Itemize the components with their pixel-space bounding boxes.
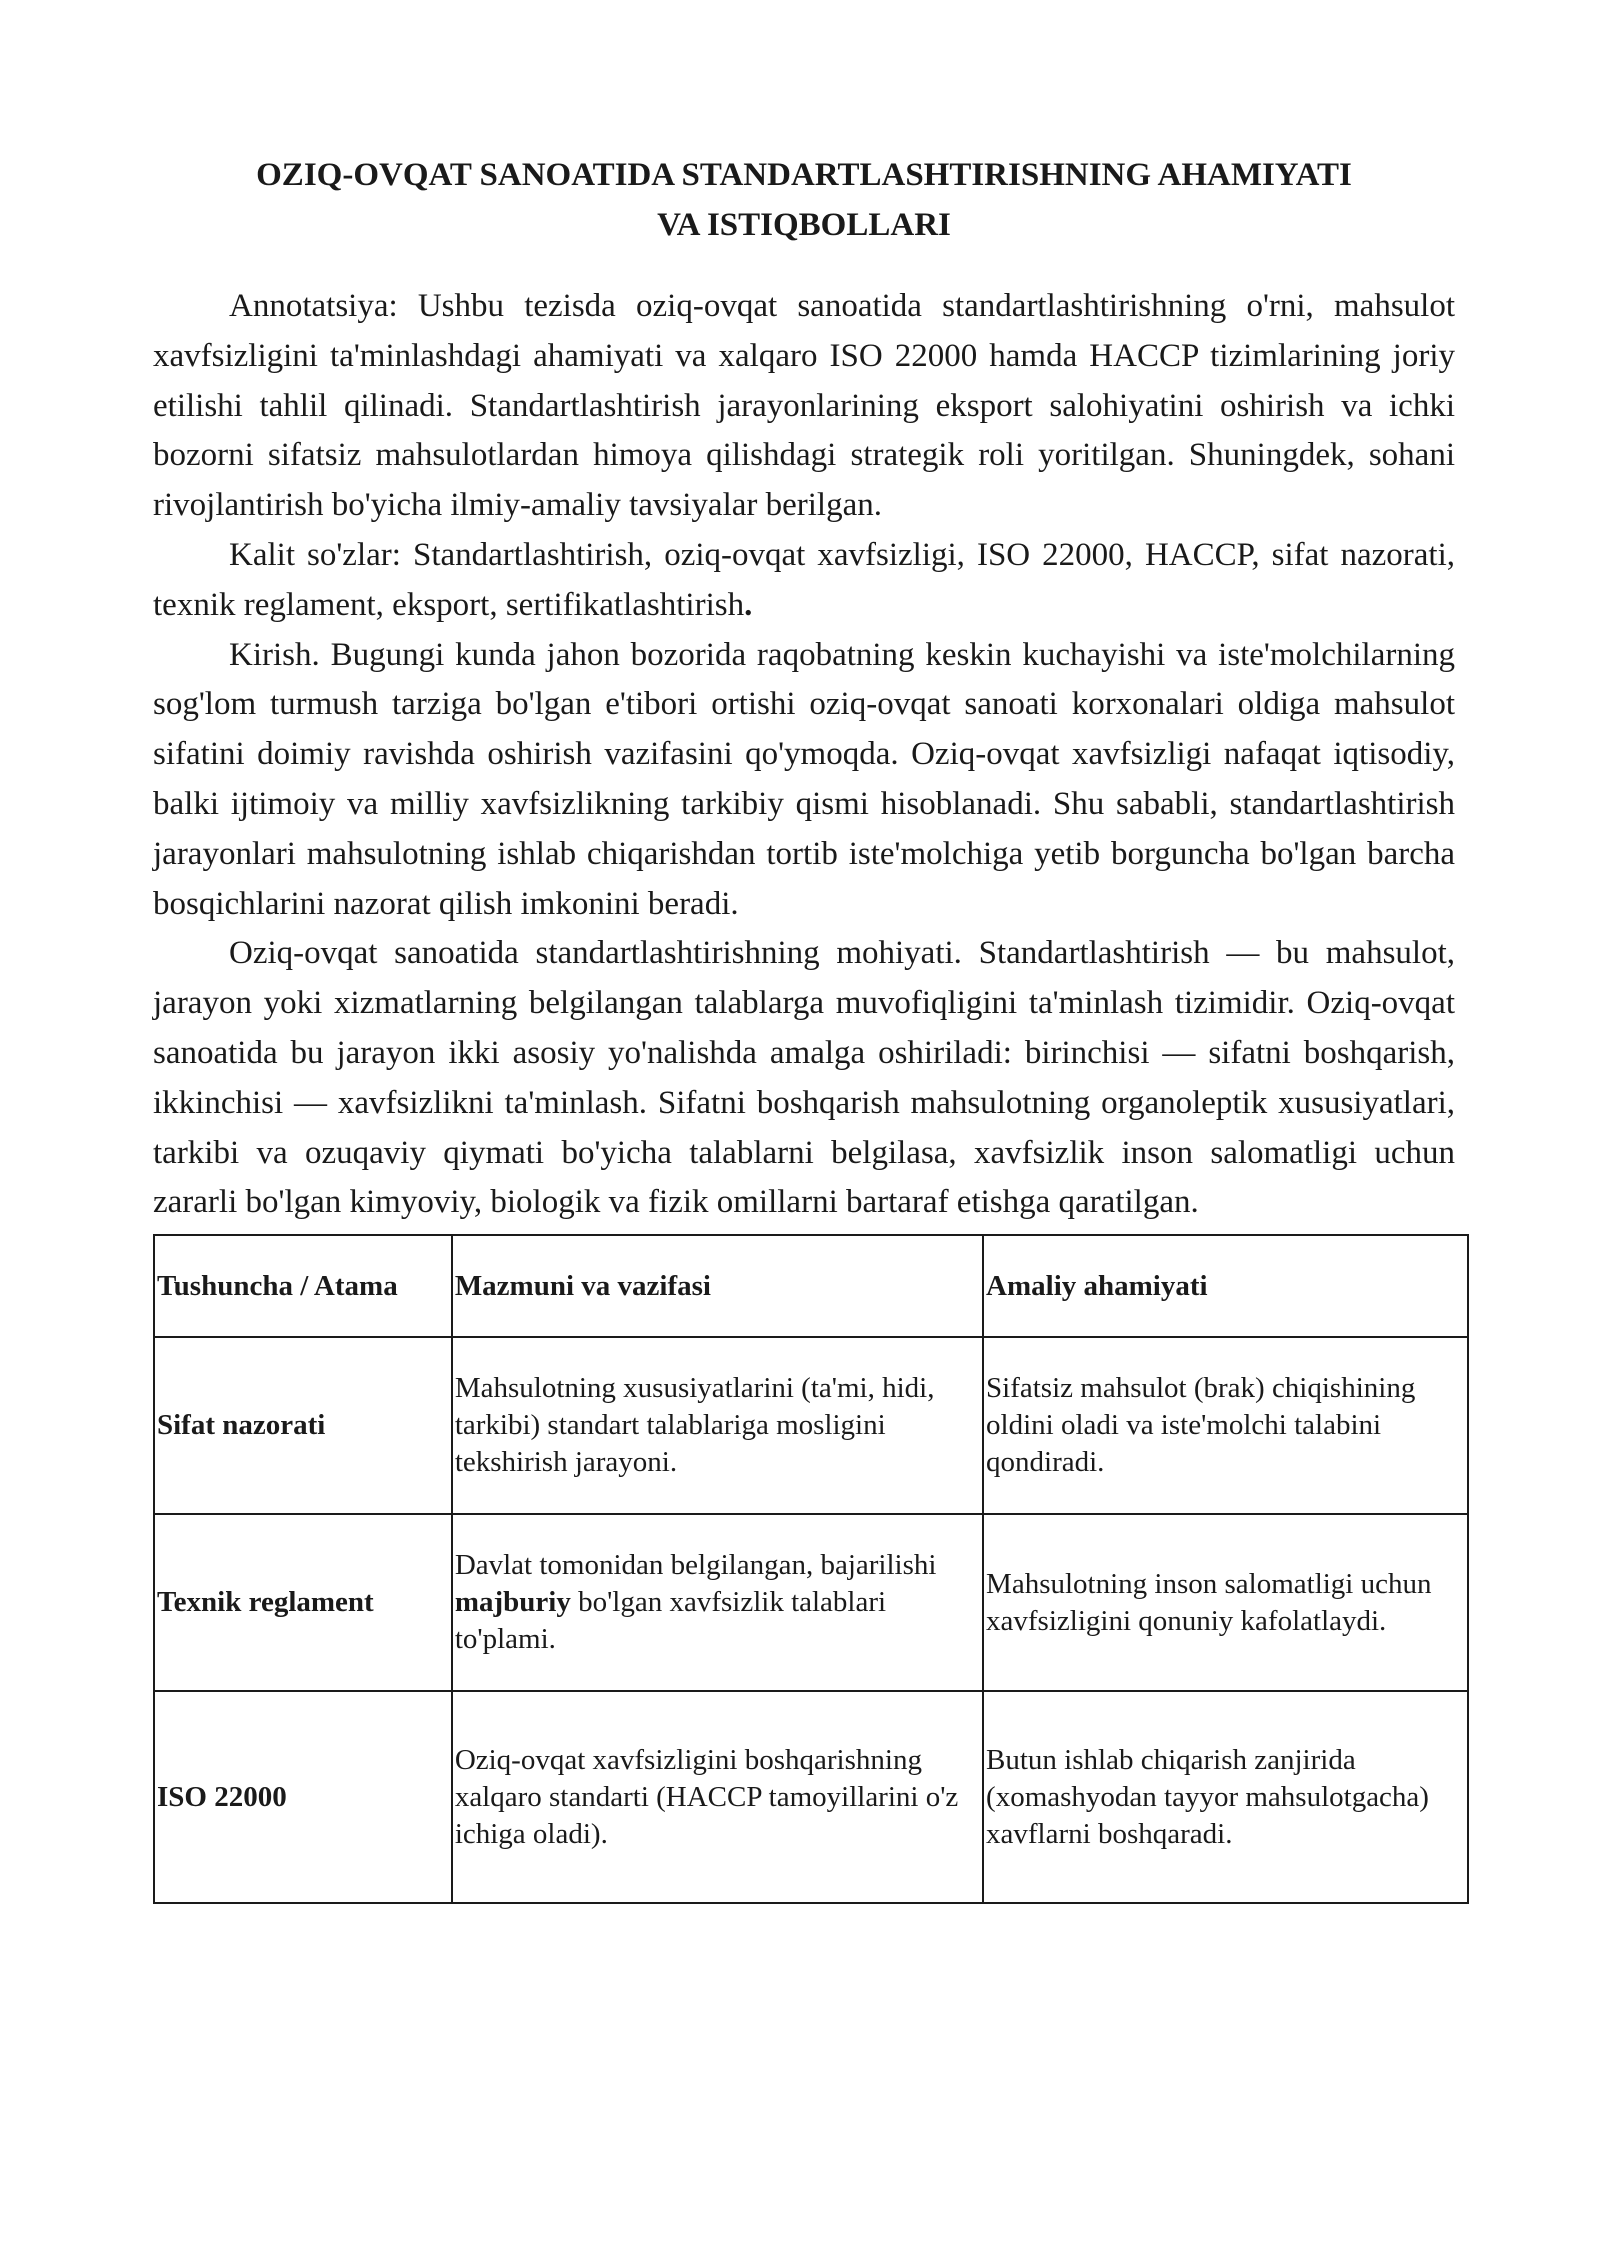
- table-content-cell: Oziq-ovqat xavfsizligini boshqarishning xalqaro standarti (HACCP tamoyillarini o'z ichiga oladi).: [452, 1691, 983, 1903]
- document-body: [153, 282, 1455, 1228]
- table-header-cell: Amaliy ahamiyati: [983, 1235, 1468, 1337]
- essence-paragraph: Oziq-ovqat sanoatida standartlashtirishning mohiyati. Standartlashtirish — bu mahsulot, jarayon yoki xizmatlarning belgilangan talablarga muvofiqligini ta'minlash tizimidir. Oziq-ovqat sanoatida bu jarayon ikki asosiy yo'nalishda amalga oshiriladi: birinchisi — sifatni boshqarish, ikkinchisi — xavfsizlikni ta'minlash. Sifatni boshqarish mahsulotning organoleptik xususiyatlari, tarkibi va ozuqaviy qiymati bo'yicha talablarni belgilasa, xavfsizlik inson salomatligi uchun zararli bo'lgan kimyoviy, biologik va fizik omillarni bartaraf etishga qaratilgan.: [153, 935, 1455, 1221]
- keywords-paragraph: [153, 531, 1455, 631]
- table-content-cell: Mahsulotning xususiyatlarini (ta'mi, hidi, tarkibi) standart talablariga mosligini tekshirish jarayoni.: [452, 1337, 983, 1514]
- table-header-cell: Tushuncha / Atama: [154, 1235, 452, 1337]
- document-title: [153, 150, 1455, 250]
- table-term-cell: ISO 22000: [154, 1691, 452, 1903]
- table-significance-cell: Sifatsiz mahsulot (brak) chiqishining oldini oladi va iste'molchi talabini qondiradi.: [983, 1337, 1468, 1514]
- document-page: [153, 150, 1455, 1904]
- table-row: [154, 1337, 1468, 1514]
- content-text-pre: Davlat tomonidan belgilangan, bajarilishi: [454, 1549, 937, 1582]
- keywords-text: Kalit so'zlar: Standartlashtirish, oziq-ovqat xavfsizligi, ISO 22000, HACCP, sifat nazorati, texnik reglament, eksport, sertifikatlashtirish: [153, 536, 1455, 623]
- title-line-2: VA ISTIQBOLLARI: [657, 207, 951, 243]
- keywords-period: .: [744, 586, 753, 623]
- table-significance-cell: Mahsulotning inson salomatligi uchun xavfsizligini qonuniy kafolatlaydi.: [983, 1514, 1468, 1691]
- table-header-row: [154, 1235, 1468, 1337]
- table-term-cell: Texnik reglament: [154, 1514, 452, 1691]
- intro-paragraph: Kirish. Bugungi kunda jahon bozorida raqobatning keskin kuchayishi va iste'molchilarning sog'lom turmush tarziga bo'lgan e'tibori ortishi oziq-ovqat sanoati korxonalari oldiga mahsulot sifatini doimiy ravishda oshirish vazifasini qo'ymoqda. Oziq-ovqat xavfsizligi nafaqat iqtisodiy, balki ijtimoiy va milliy xavfsizlikning tarkibiy qismi hisoblanadi. Shu sababli, standartlashtirish jarayonlari mahsulotning ishlab chiqarishdan tortib iste'molchiga yetib borguncha bo'lgan barcha bosqichlarini nazorat qilish imkonini beradi.: [153, 636, 1455, 922]
- title-line-1: OZIQ-OVQAT SANOATIDA STANDARTLASHTIRISHNING AHAMIYATI: [256, 157, 1352, 193]
- table-row: [154, 1691, 1468, 1903]
- table-row: [154, 1514, 1468, 1691]
- content-text-bold: majburiy: [454, 1586, 571, 1619]
- table-term-cell: Sifat nazorati: [154, 1337, 452, 1514]
- table-significance-cell: Butun ishlab chiqarish zanjirida (xomashyodan tayyor mahsulotgacha) xavflarni boshqaradi.: [983, 1691, 1468, 1903]
- table-header-cell: Mazmuni va vazifasi: [452, 1235, 983, 1337]
- table-content-cell: [452, 1514, 983, 1691]
- concepts-table: [153, 1234, 1469, 1904]
- content-text-post: bo'lgan xavfsizlik talablari to'plami.: [454, 1586, 887, 1656]
- annotation-paragraph: Annotatsiya: Ushbu tezisda oziq-ovqat sanoatida standartlashtirishning o'rni, mahsulot xavfsizligini ta'minlashdagi ahamiyati va xalqaro ISO 22000 hamda HACCP tizimlarining joriy etilishi tahlil qilinadi. Standartlashtirish jarayonlarining eksport salohiyatini oshirish va ichki bozorni sifatsiz mahsulotlardan himoya qilishdagi strategik roli yoritilgan. Shuningdek, sohani rivojlantirish bo'yicha ilmiy-amaliy tavsiyalar berilgan.: [153, 288, 1455, 524]
